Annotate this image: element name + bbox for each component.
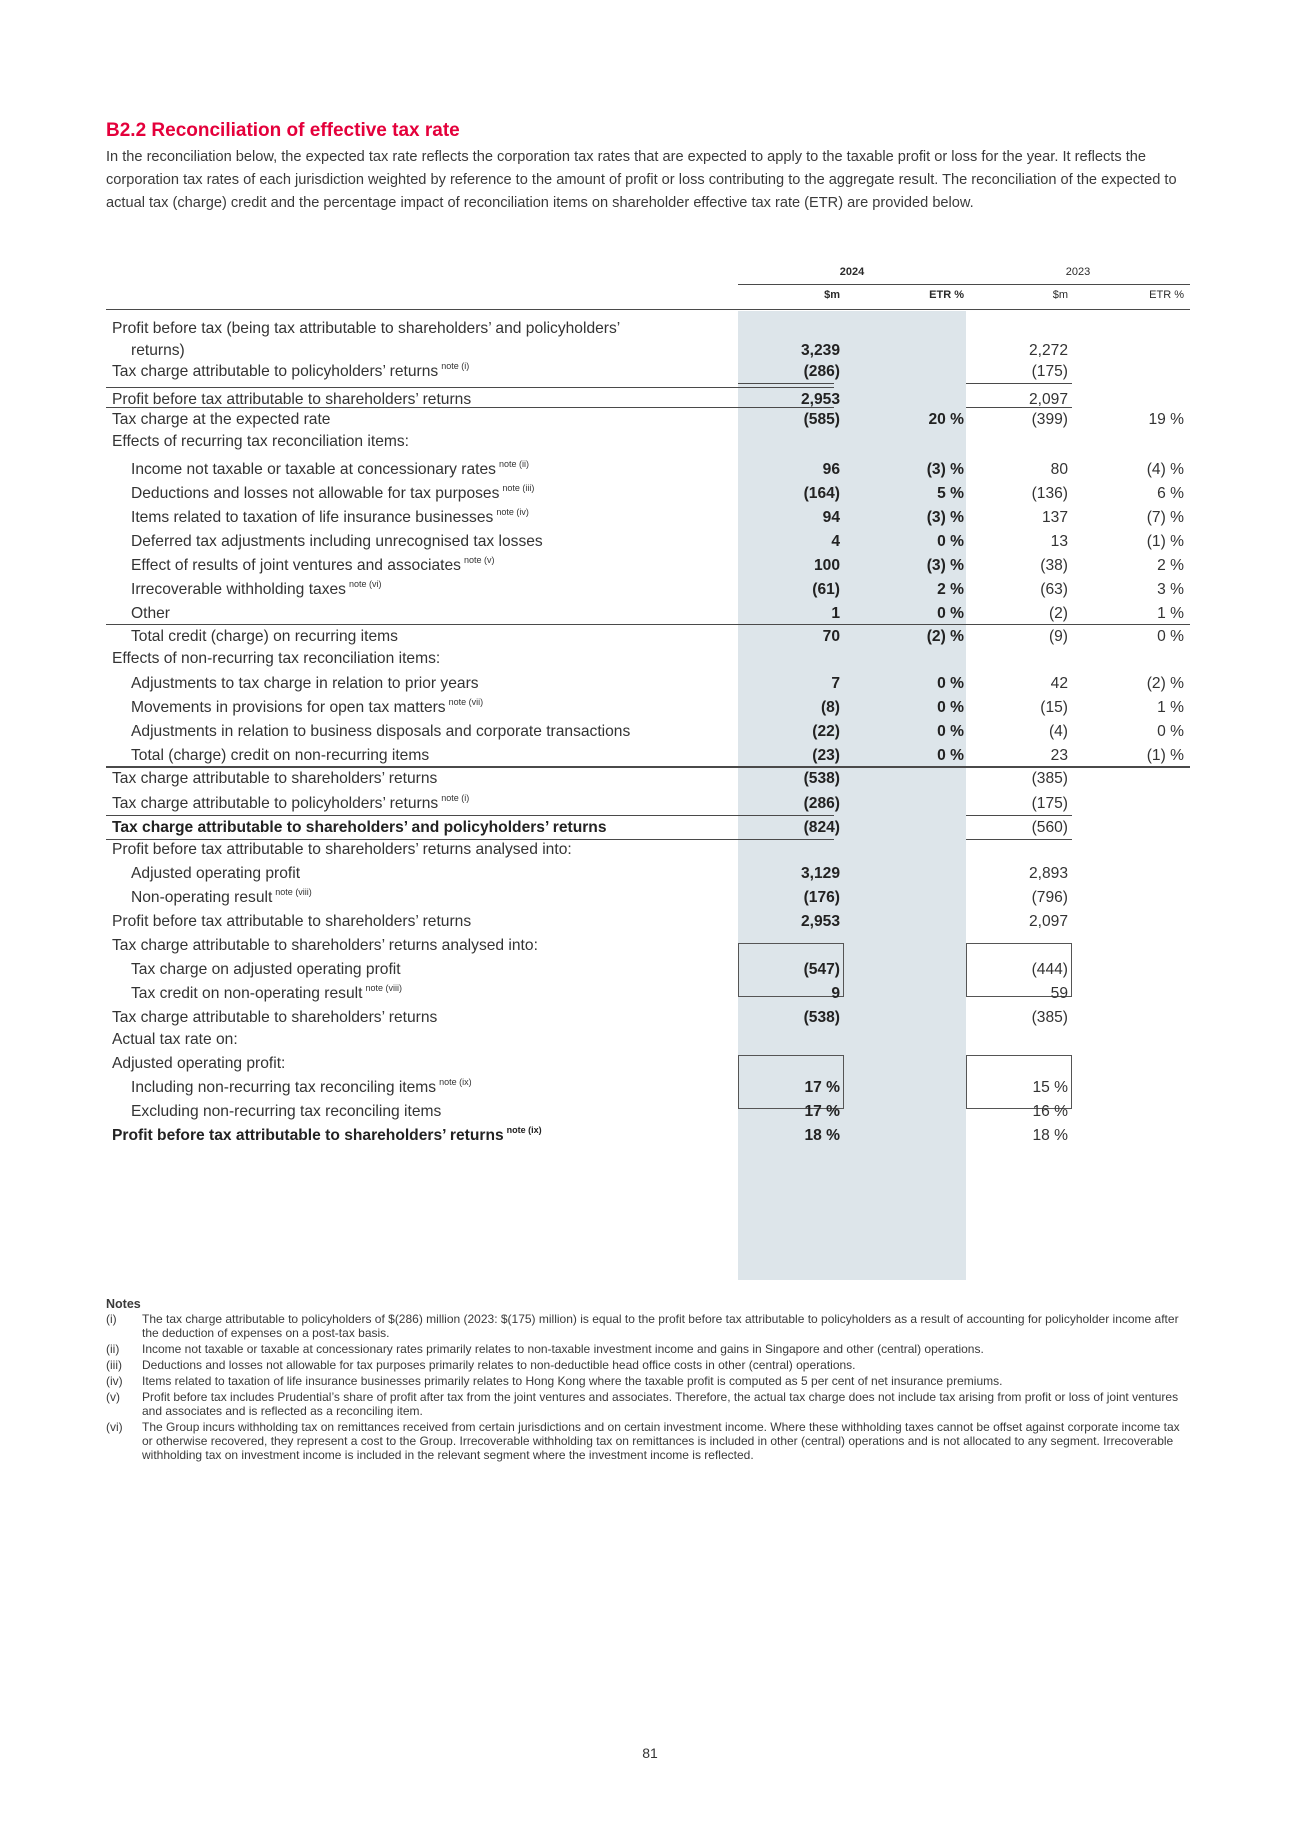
row-label-text: Excluding non-recurring tax reconciling items <box>131 1103 442 1120</box>
col-etr-2023: ETR % <box>1149 289 1184 301</box>
note-reference: note (v) <box>463 555 495 565</box>
table-row <box>106 958 1190 984</box>
row-label-text: Actual tax rate on: <box>112 1031 238 1048</box>
value-2024: 100 <box>813 557 840 574</box>
value-2023: 15 % <box>1032 1079 1068 1096</box>
row-label <box>131 628 398 646</box>
row-label-text: Total (charge) credit on non-recurring items <box>131 747 430 764</box>
note-number: (ii) <box>106 1342 120 1356</box>
row-rule <box>106 815 834 816</box>
row-label <box>131 557 494 575</box>
year-2023-underline <box>966 284 1190 285</box>
notes-heading: Notes <box>106 1297 141 1311</box>
value-2024: (538) <box>803 1009 840 1026</box>
etr-2024: 0 % <box>937 675 964 692</box>
note-text: Income not taxable or taxable at concessionary rates primarily relates to non-taxable investment income and gains in Singapore and other (central) operations. <box>142 1342 984 1356</box>
value-2023: 42 <box>1050 675 1068 692</box>
row-label <box>131 581 381 599</box>
table-row <box>106 506 1190 532</box>
value-2023: 23 <box>1050 747 1068 764</box>
etr-2024: (3) % <box>926 557 964 574</box>
value-2023: 2,097 <box>1028 913 1068 930</box>
note-item <box>106 1420 1188 1462</box>
note-reference: note (vi) <box>348 579 382 589</box>
value-2023: (38) <box>1040 557 1068 574</box>
etr-2024: 0 % <box>937 723 964 740</box>
row-label <box>112 913 471 931</box>
value-2023: (175) <box>1031 795 1068 812</box>
row-label-text: Effects of non-recurring tax reconciliation items: <box>112 650 441 667</box>
etr-2023: 19 % <box>1148 411 1184 428</box>
row-label-text: Profit before tax attributable to shareholders’ returns <box>112 391 472 408</box>
subtotal-rule <box>738 383 834 384</box>
row-label-text: Adjusted operating profit: <box>112 1055 286 1072</box>
value-2024: (23) <box>812 747 840 764</box>
row-label-text: Items related to taxation of life insurance businesses <box>131 509 494 526</box>
value-2024: (8) <box>820 699 840 716</box>
value-2023: (2) <box>1048 605 1068 622</box>
note-item <box>106 1374 1188 1388</box>
value-2024: 9 <box>831 985 840 1002</box>
subtotal-rule <box>738 815 834 816</box>
table-row <box>106 578 1190 604</box>
page-number: 81 <box>642 1745 658 1761</box>
row-label <box>131 747 429 765</box>
value-2023: 13 <box>1050 533 1068 550</box>
etr-2024: 0 % <box>937 533 964 550</box>
row-label-text: Tax charge attributable to shareholders’ and policyholders’ returns <box>112 819 607 836</box>
table-row <box>106 838 1190 864</box>
note-number: (i) <box>106 1312 117 1326</box>
table-row <box>106 982 1190 1008</box>
row-label <box>112 841 572 859</box>
row-rule <box>106 407 834 408</box>
row-label <box>131 342 185 360</box>
note-item <box>106 1312 1188 1340</box>
table-row <box>106 886 1190 912</box>
notes-list <box>106 1312 1188 1462</box>
etr-2024: 20 % <box>928 411 964 428</box>
value-2024: (547) <box>803 961 840 978</box>
value-2023: 18 % <box>1032 1127 1068 1144</box>
row-label <box>112 1031 238 1049</box>
value-2024: 70 <box>822 628 840 645</box>
row-label-text: returns) <box>131 342 185 359</box>
note-reference: note (ix) <box>506 1125 542 1135</box>
value-2024: 1 <box>831 605 840 622</box>
value-2024: 2,953 <box>800 913 840 930</box>
subtotal-rule <box>966 383 1072 384</box>
row-label-text: Profit before tax attributable to shareholders’ returns <box>112 913 472 930</box>
etr-2024: 5 % <box>937 485 964 502</box>
value-2024: (824) <box>803 819 840 836</box>
subtotal-rule <box>966 815 1072 816</box>
value-2023: 2,097 <box>1028 391 1068 408</box>
etr-2024: 2 % <box>937 581 964 598</box>
row-rule <box>106 839 834 840</box>
value-2023: (385) <box>1031 1009 1068 1026</box>
value-2023: 2,893 <box>1028 865 1068 882</box>
value-2024: 18 % <box>804 1127 840 1144</box>
note-reference: note (iii) <box>502 483 535 493</box>
row-label <box>112 650 440 668</box>
etr-2023: (1) % <box>1146 533 1184 550</box>
value-2024: 7 <box>831 675 840 692</box>
table-row <box>106 672 1190 698</box>
note-item <box>106 1390 1188 1418</box>
etr-2024: 0 % <box>937 747 964 764</box>
row-label-text: Other <box>131 605 170 622</box>
etr-2023: 3 % <box>1157 581 1184 598</box>
note-reference: note (ix) <box>439 1077 472 1087</box>
note-number: (iii) <box>106 1358 122 1372</box>
row-label <box>131 485 534 503</box>
value-2024: 94 <box>822 509 840 526</box>
row-label <box>131 889 312 907</box>
row-rule <box>966 839 1072 840</box>
row-label-text: Effect of results of joint ventures and associates <box>131 557 461 574</box>
value-2024: 4 <box>831 533 840 550</box>
row-label <box>131 675 479 693</box>
table-row <box>106 458 1190 484</box>
row-label-text: Profit before tax attributable to shareholders’ returns analysed into: <box>112 841 572 858</box>
value-2024: (176) <box>803 889 840 906</box>
note-reference: note (i) <box>441 361 470 371</box>
value-2024: (585) <box>803 411 840 428</box>
value-2024: (164) <box>803 485 840 502</box>
table-row <box>106 720 1190 746</box>
etr-2024: 0 % <box>937 699 964 716</box>
row-label-text: Tax charge attributable to shareholders’ returns <box>112 1009 438 1026</box>
value-2023: 2,272 <box>1028 342 1068 359</box>
row-label <box>131 605 170 623</box>
value-2023: 80 <box>1050 461 1068 478</box>
row-label <box>131 985 402 1003</box>
value-2023: (560) <box>1031 819 1068 836</box>
etr-2023: (7) % <box>1146 509 1184 526</box>
year-2024-header: 2024 <box>839 266 865 278</box>
row-label-text: Income not taxable or taxable at concessionary rates <box>131 461 496 478</box>
row-label-text: Total credit (charge) on recurring items <box>131 628 398 645</box>
table-row <box>106 767 1190 793</box>
row-label <box>131 509 529 527</box>
row-label <box>131 723 630 741</box>
year-2023-header: 2023 <box>1065 266 1091 278</box>
table-row <box>106 430 1190 456</box>
row-label <box>131 1103 441 1121</box>
note-text: The tax charge attributable to policyholders of $(286) million (2023: $(175) million) is equal to the profit before tax attributable to policyholders as a result of accounting for policyholder income after the deduction of expenses on a post-tax basis. <box>142 1312 1179 1340</box>
value-2024: (22) <box>812 723 840 740</box>
note-number: (iv) <box>106 1374 123 1388</box>
table-row <box>106 1076 1190 1102</box>
row-label <box>112 937 538 955</box>
note-reference: note (ii) <box>498 459 529 469</box>
table-row <box>106 862 1190 888</box>
note-reference: note (viii) <box>365 983 402 993</box>
row-label <box>112 819 607 837</box>
etr-2024: (3) % <box>926 509 964 526</box>
row-label-text: Deferred tax adjustments including unrecognised tax losses <box>131 533 543 550</box>
note-reference: note (viii) <box>275 887 312 897</box>
row-label <box>131 1079 472 1097</box>
value-2024: (61) <box>812 581 840 598</box>
value-2024: 3,129 <box>800 865 840 882</box>
note-text: Deductions and losses not allowable for tax purposes primarily relates to non-deductible head office costs in other (central) operations. <box>142 1358 856 1372</box>
etr-2024: 0 % <box>937 605 964 622</box>
row-label <box>112 770 437 788</box>
section-intro: In the reconciliation below, the expected tax rate reflects the corporation tax rates that are expected to apply to the taxable profit or loss for the year. It reflects the corporation tax rates of each jurisdiction weighted by reference to the amount of profit or loss contributing to the aggregate result. The reconciliation of the expected to actual tax (charge) credit and the percentage impact of reconciliation items on shareholder effective tax rate (ETR) are provided below. <box>106 149 1177 211</box>
col-sm-2024: $m <box>824 289 840 301</box>
note-number: (v) <box>106 1390 120 1404</box>
row-label-text: Including non-recurring tax reconciling items <box>131 1079 437 1096</box>
year-2024-underline <box>738 284 966 285</box>
etr-2024: (2) % <box>926 628 964 645</box>
row-label <box>131 461 529 479</box>
row-label-text: Adjusted operating profit <box>131 865 301 882</box>
row-label-text: Adjustments in relation to business disposals and corporate transactions <box>131 723 631 740</box>
row-label-text: Tax charge attributable to shareholders’ returns analysed into: <box>112 937 538 954</box>
value-2023: (136) <box>1031 485 1068 502</box>
table-row <box>106 482 1190 508</box>
value-2023: (15) <box>1040 699 1068 716</box>
note-text: The Group incurs withholding tax on remittances received from certain jurisdictions and on certain investment income. Where these withholding taxes cannot be offset against corporate income tax or otherwise recovered, they represent a cost to the Group. Irrecoverable withholding tax on remittances is included in other (central) operations and is not allocated to any segment. Irrecoverable withholding tax on investment income is included in the relevant segment where the investment income is reflected. <box>142 1420 1180 1462</box>
row-label <box>131 699 483 717</box>
row-label <box>112 363 469 381</box>
row-label <box>131 961 401 979</box>
table-row <box>106 647 1190 673</box>
etr-2023: 6 % <box>1157 485 1184 502</box>
table-row <box>106 910 1190 936</box>
etr-2023: (1) % <box>1146 747 1184 764</box>
table-row <box>106 1100 1190 1126</box>
value-2023: (63) <box>1040 581 1068 598</box>
note-reference: note (i) <box>441 793 470 803</box>
value-2023: 59 <box>1050 985 1068 1002</box>
value-2024: (286) <box>803 363 840 380</box>
note-text: Items related to taxation of life insurance businesses primarily relates to Hong Kong where the taxable profit is computed as 5 per cent of net insurance premiums. <box>142 1374 1003 1388</box>
row-label <box>131 533 543 551</box>
etr-2023: (4) % <box>1146 461 1184 478</box>
value-2023: (444) <box>1031 961 1068 978</box>
value-2023: (9) <box>1048 628 1068 645</box>
note-number: (vi) <box>106 1420 123 1434</box>
tax-reconciliation-table <box>106 260 1190 1280</box>
value-2024: 96 <box>822 461 840 478</box>
row-label-text: Tax credit on non-operating result <box>131 985 363 1002</box>
row-label <box>131 865 300 883</box>
etr-2024: (3) % <box>926 461 964 478</box>
row-label-text: Profit before tax (being tax attributable to shareholders’ and policyholders’ <box>112 320 621 337</box>
note-reference: note (vii) <box>448 697 484 707</box>
row-label-text: Profit before tax attributable to shareholders’ returns <box>112 1127 504 1144</box>
value-2023: (4) <box>1048 723 1068 740</box>
value-2024: 3,239 <box>800 342 840 359</box>
etr-2023: 1 % <box>1157 605 1184 622</box>
section-heading: B2.2 Reconciliation of effective tax rate <box>106 120 460 141</box>
row-label <box>112 411 330 429</box>
table-row <box>106 934 1190 960</box>
row-label <box>112 1127 542 1145</box>
value-2023: 16 % <box>1032 1103 1068 1120</box>
etr-2023: 0 % <box>1157 723 1184 740</box>
note-text: Profit before tax includes Prudential’s share of profit after tax from the joint ventures and associates. Therefore, the actual tax charge does not include tax arising from profit or loss of joint ventures and associates and is reflected as a reconciling item. <box>142 1390 1179 1418</box>
table-row <box>106 530 1190 556</box>
note-item <box>106 1342 1188 1356</box>
row-label-text: Adjustments to tax charge in relation to prior years <box>131 675 479 692</box>
header-rule <box>106 309 1190 310</box>
table-row <box>106 696 1190 722</box>
value-2023: (385) <box>1031 770 1068 787</box>
row-label <box>112 1009 437 1027</box>
etr-2023: 2 % <box>1157 557 1184 574</box>
etr-2023: 0 % <box>1157 628 1184 645</box>
value-2023: (796) <box>1031 889 1068 906</box>
row-rule <box>106 387 834 388</box>
row-label <box>112 1055 285 1073</box>
row-label-text: Irrecoverable withholding taxes <box>131 581 346 598</box>
note-item <box>106 1358 1188 1372</box>
value-2024: 17 % <box>804 1079 840 1096</box>
row-label-text: Tax charge attributable to policyholders’ returns <box>112 795 439 812</box>
section-rule <box>106 767 1190 768</box>
row-label <box>112 433 409 451</box>
note-reference: note (iv) <box>496 507 529 517</box>
table-row <box>106 1028 1190 1054</box>
value-2023: (175) <box>1031 363 1068 380</box>
row-label-text: Deductions and losses not allowable for tax purposes <box>131 485 500 502</box>
row-label <box>112 320 620 338</box>
row-label-text: Tax charge on adjusted operating profit <box>131 961 401 978</box>
row-label-text: Tax charge attributable to policyholders’ returns <box>112 363 439 380</box>
row-label-text: Tax charge at the expected rate <box>112 411 331 428</box>
etr-2023: 1 % <box>1157 699 1184 716</box>
row-label-text: Effects of recurring tax reconciliation items: <box>112 433 409 450</box>
value-2023: 137 <box>1041 509 1068 526</box>
table-row <box>106 554 1190 580</box>
col-etr-2024: ETR % <box>929 289 964 301</box>
notes-section <box>106 1297 1188 1464</box>
row-label <box>112 795 469 813</box>
row-label-text: Tax charge attributable to shareholders’ returns <box>112 770 438 787</box>
row-label-text: Non-operating result <box>131 889 273 906</box>
value-2024: 17 % <box>804 1103 840 1120</box>
table-row <box>106 1124 1190 1150</box>
row-rule <box>966 407 1072 408</box>
table-row <box>106 1052 1190 1078</box>
etr-2023: (2) % <box>1146 675 1184 692</box>
row-rule <box>106 624 1190 625</box>
value-2024: (286) <box>803 795 840 812</box>
value-2024: (538) <box>803 770 840 787</box>
value-2023: (399) <box>1031 411 1068 428</box>
col-sm-2023: $m <box>1052 289 1068 301</box>
row-label-text: Movements in provisions for open tax matters <box>131 699 446 716</box>
value-2024: 2,953 <box>800 391 840 408</box>
